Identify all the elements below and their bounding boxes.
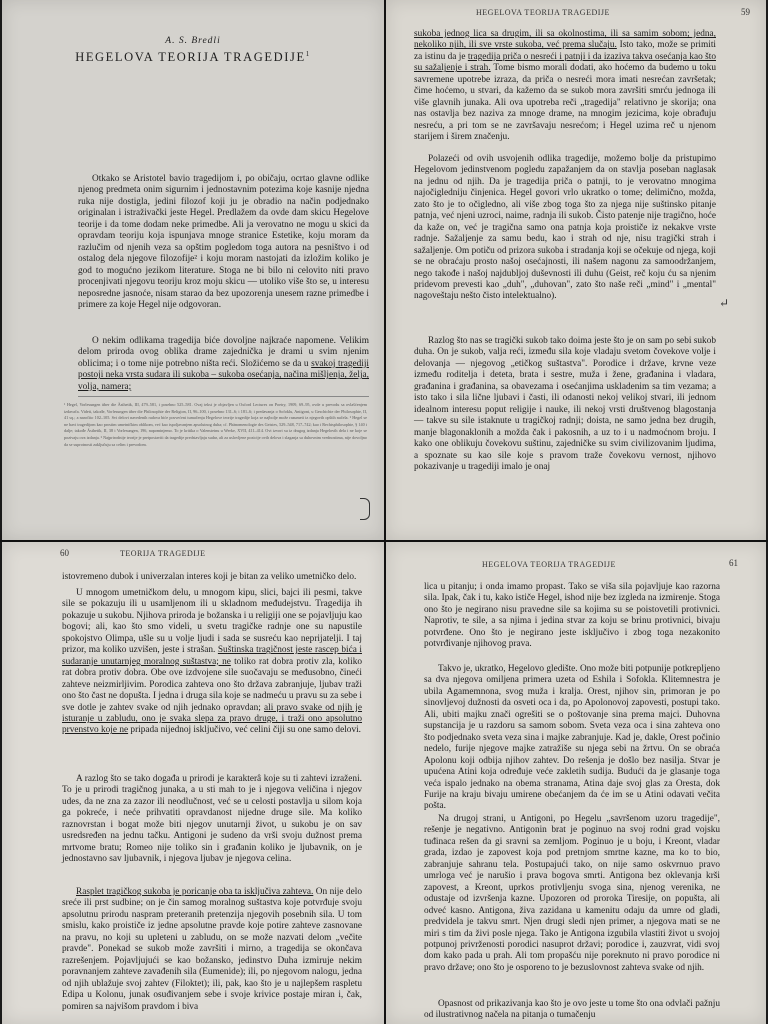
page-number: 59 xyxy=(741,7,750,17)
page-number: 60 xyxy=(60,548,69,558)
paragraph: Razlog što nas se tragički sukob tako doima jeste što je on sam po sebi sukob duha. On je sukob, valja reći, između sila koje vladaju svetom čovekove volje i delovanja — njegovog „etičkog suštastva". Porodice i države, krvne veze između roditelja i deteta, brata i sestre, muža i žene, građanina i vladara, građanina i građanina, sa obavezama i osećanjima uskladenim sa tim vezama; a isto tako i sila lične ljubavi i časti, ili odanosti nekoj velikoj stvari, ili jednom idealnom interesu poput religije i nauke, ili nekoj vrsti društvenog blagostanja — takve su sile istaknute u tragičkoj radnji; doista, ne samo jedna bez drugih, manje blagonaklonih a možda čak i pakosnih, a uz to i u nadmoćnom broju. I kako one oblikuju čovekovu suštinu, zajedničke su svim civilizovanim ljudima, a spoznate su kao sile koje s pravom traže čovekovu vernost, njihovo pokazivanje u tragediji imalo je onaj xyxy=(414,336,716,472)
chapter-title xyxy=(2,50,384,65)
paragraph: A razlog što se tako događa u prirodi je karakterâ koje su ti zahtevi izraženi. To je u prirodi tragičnog junaka, a u sti mah to je i njegova veličina i njegov udes, da ne zna za zazor ili neodlučnost, već se u celosti postavlja u silom koja ga pokreće, i neće prihvatiti opravdanost nijedne druge sile. Ma koliko raznovrstan i bogat može biti njegov unutarnji život, u sukobu je on sav usredsređen na jednu tačku. Antigoni je sudeno da vrši svoju dužnost prema mrtvome bratu; Romeo nije toliko sin i građanin koliko je ljubavnik, on je jednostavno sav ljubavnik, i njegova ljubav je njegova celina. xyxy=(62,774,362,865)
page-number: 61 xyxy=(729,558,738,568)
bracket-annotation xyxy=(360,498,370,520)
chapter-title-text: HEGELOVA TEORIJA TRAGEDIJE xyxy=(75,50,306,65)
footnote-rule xyxy=(78,396,369,397)
spread-separator xyxy=(0,540,768,542)
footnotes: ¹ Hegel, Vorlesungen über die Ästhetik, III, 479–581, i posebno 525–581. Ovaj tekst je objavljen u Oxford Lectures on Poetry, 1909, 69–95, ovde u prevodu sa ovlašćenjem izdavača. Videti, takođe, Vorlesungen über die Philosophie der Religion, II, 96–100, i posebno 131–6; i 181–6; i predavanja o Sofoklu, Antigoni, u Geschichte der Philosophie, II, 41 sq.; a naročito 102–105. Svi delovi navedenih radova biće posvećeni tumačenju Hegelove teorije tragedije koja se najbolje može razumeti iz njegovih opštih načela. ² Hegel se ne bavi tragedijom kao prostim umetničkim oblikom, već kao ispoljavanjem apsolutnog duha; cf. Phänomenologie des Geistes, 529–548, 717–742; kao i Rechtsphilosophie, § 140 i dalje; takođe Ästhetik, II, 38 i Vorlesungen, 196, napominjemo. To je kritika o Valensteinu u Werke, XVII, 411–414. Ovi izvori su iz drugog izdanja Hegelovih dela i ne koje se pozivaju ova izdanja. ³ Najprirodnije teorije je pretpostaviti da tragedije predstavljaju sudar, ali za uslovljene pozicije ovih delova i slaganja sa duhovnim vrednostima, nije dovoljno da se suprotnosti zaključuju sa celim i prevodom. xyxy=(64,402,367,447)
paragraph: lica u pitanju; i onda imamo propast. Tako se viša sila pojavljuje kao razorna sila. Ipak, čak i tu, kako ističe Hegel, ishod nije bez izgleda na izmirenje. Stoga ono što je negirano nisu pravedne sile sa kojima su se poistovetili protivnici. Naprotiv, te sile, a sa njima i jedina stvar za koju se brinu protivnici, bivaju potvrđene. Ono što je negirano jeste isključivo i zbog toga nezakonito potvrđivanje njihovog prava. xyxy=(424,582,720,650)
paragraph-text: pripada nijednoj isključivo, već celini čiji su one samo delovi. xyxy=(128,725,361,736)
page-57 xyxy=(2,0,384,540)
running-head: HEGELOVA TEORIJA TRAGEDIJE xyxy=(476,8,610,17)
paragraph-text: O nekim odlikama tragedija biće dovoljne najkraće napomene. Velikim delom priroda ovog oblika drame zajednička je drami u svim njenim oblicima; i o tome nije potrebno ništa reći. Složićemo se da u xyxy=(78,336,369,369)
paragraph xyxy=(78,336,369,393)
paragraph xyxy=(62,887,362,1013)
paragraph: Na drugoj strani, u Antigoni, po Hegelu „savršenom uzoru tragedije", rešenje je negativno. Antigonin brat je poginuo na svoj rodni grad vojsku tuđinaca rešen da gi sravni sa zemljom. Poginuo je u boju, i Kreont, vladar grada, izdao je zapovest koja pod pretnjom smrtne kazne, ma ko to bio, zabranjuje sahranu tela. Postupajući tako, on nije samo oskvrnuo pravo umrloga već je narušio i prava bogova smrti. Antigona bez oklevanja krši zapovest, a Kreont, uprkos protivljenju svoga sina, njenog verenika, ne odustaje od izvršenja kazne. Upozoren od proroka Tiresije, on popušta, ali odveć kasno. Antigona, živa zazidana u kamenitu odaju da umre od gladi, predvidela je takvu smrt. Njen drugi sledi njen primer, a njegova mati se ne miri s tim da živi posle njega. Tako je Antigona izgubila vlastiti život u svojoj potpunoj privrženosti porodici nasuprot državi; porodice i, zauzvrat, vidi svoj dom kako pada u prah. Ali tom propašću nije poreknuto ni pravo porodice ni pravo države; ono što je osporeno to je bezuslovnost zahteva svake od njih. xyxy=(424,814,720,973)
underlined-passage: sukoba jednog lica sa drugim, ili sa okolnostima, ili sa samim sobom; jedna, nekoliko njih, ili sve vrste sukoba, već prema slučaju. xyxy=(414,29,716,51)
underlined-passage: ali pravo svake od njih je isturanje u zabludu, ono je svaka slepa za pravo druge, i traži ono apsolutno prvenstvo koje ne xyxy=(62,702,363,736)
running-head: TEORIJA TRAGEDIJE xyxy=(120,549,206,558)
title-footnote-marker: 1 xyxy=(305,50,311,58)
author-name: A. S. Bredli xyxy=(165,36,221,46)
paragraph: Polazeći od ovih usvojenih odlika tragedije, možemo bolje da pristupimo Hegelovom jedinstvenom pogledu zapažanjem da on stavlja poseban naglasak na jednu od njih. Da je tragedija priča o patnji, to je verovatno mnogima najočigledniju činjenica. Hegel govori vrlo ukratko o tome; delimično, možda, zato što je to očigledno, ali više zbog toga što za njega nije suštinsko pitanje patnja, već njeni uzroci, naime, radnja ili sukob. Čisto patenje nije tragično, hoće da kaže on, već je tragična samo ona patnja koja proističe iz nekakve vrste radnje. Sažaljenje za samu bedu, kao i strah od nje, nisu tragički strah i sažaljenje. Om potiču od prizora sukoba i stradanja koji se očekuje od njega, koji se ne obraćaju prosto našoj osećajnosti, ili našem nagonu za samoodržanjem, nego takođe i našoj najdubljoj duševnosti ili duhu (Geist, reč koju ću sa njenim pridevom prevesti kao „duh", „duhovan", zato što naše reči „mind" i „mental" nagoveštaju nešto čisto intelektualno). xyxy=(414,154,716,302)
running-head: HEGELOVA TEORIJA TRAGEDIJE xyxy=(482,560,616,569)
paragraph: Takvo je, ukratko, Hegelovo gledište. Ono može biti potpunije potkrepljeno sa dva njegova omiljena primera uzeta od Eshila i Sofokla. Klitemnestra je ubila Agamemnona, svog muža i kralja. Orest, njihov sin, primoran je po sinovljevoj dužnosti da osveti oca i da, po Apolonovoj zapovesti, postupi tako. Ali, ubiti majku znači ogrešiti se o poštovanje sina prema majci. Duhovna supstancija je u razdoru sa samom sobom. Sveta veza oca i sina zahteva ono što podjednako sveta veza sina i majke zabranjuje. Kad je, dakle, Orest počinio nedelo, furije njegove majke zatražiše su njega sebi na žrtvu. On se obraća Apolonu koji odbija njihov zahtev. Do rešenja je došlo bez nasilja. Stvar je upućena Atini koja određuje veće zakletih sudija. Budući da je glasanje toga veća ispalo jednako na obema stranama, Atina daje svoj glas za Oresta, dok Furije na kraju bivaju umirene obećanjem da će im se u Atini odavati večita pošta. xyxy=(424,664,720,812)
page-60 xyxy=(2,542,384,1024)
paragraph-text: toliko rat dobra protiv zla, koliko rat dobra protiv dobra. Obe ove izdvojene sile suočavaju se međusobno, čineći zahteve neizmirljivim. Porodica zahteva ono što država zabranjuje, ljubav traži ono što čast ne dopušta. I jedna i druga sila koje se nadmeću u pravu su za sebe i sve dotle je zahtev svake od njih jednako opravdan; xyxy=(62,656,362,713)
underlined-passage: Rasplet tragičkog sukoba je poricanje oba ta isključiva zahteva. xyxy=(76,887,314,897)
paragraph-text: Tome bismo morali dodati, ako hoćemo da budemo u toku savremene upotrebe izraza, da priča o nesreći mora imati nesrećan završetak; čime hoćemo, u stvari, da kažemo da se sukob mora završiti smrću jednoga ili više glavnih junaka. Ali ova upotreba reči „tragedija" relativno je skorija; ona nas ostavlja bez naziva za mnoge drame, na mnogim jezicima, koje obrađuju nesreću, a pri tom se ne završavaju nesrećom; i Hegel uzima reč u njenom starijem i širem značenju. xyxy=(414,63,716,143)
paragraph-text: Isto tako, može se primiti za istinu da je xyxy=(414,40,716,62)
paragraph-text: On nije delo sreće ili prst sudbine; on je čin samog moralnog suštastva koje potvrđuje svoju apsolutnu prirodu naspram preteranih pretenzija njegovih posebnih sila. U tom smislu, kako proističe iz jedne apsolutne pravde koje potire zahteve zasnovane na pravu, no koji su upleteni u zabludu, on se može nazvati delom „večite pravde". Ponekad se sukob može završiti i mirno, a tragedija se okončava razrešenjem. Pojavljujući se kao božansko, jedinstvo Duha izmiruje nekim poravnanjem zahteve zavađenih sila (Eumenide); ili, po njegovom nalogu, jedna od njih ublažuje svoj zahtev (Filoktet); ili, pak, kao što je u najlepšem raspletu Edipa u Kolonu, junak osuđivanjem sebe i svoje krivice postaje miran i, čak, pomiren sa najvišom pravdom i biva xyxy=(62,887,362,1012)
paragraph xyxy=(62,588,362,737)
page-61 xyxy=(386,542,766,1024)
paragraph xyxy=(414,29,716,144)
paragraph: istovremeno dubok i univerzalan interes koji je bitan za veliko umetničko delo. xyxy=(62,572,357,582)
paragraph: Opasnost od prikazivanja kao što je ovo jeste u tome što ona odvlači pažnju od ilustrativnog načela na pitanja o tumačenju xyxy=(424,999,720,1021)
underlined-passage: tragedija priča o nesreći i patnji i da izaziva takva osećanja kao što su sažaljenje i strah. xyxy=(414,51,716,74)
paragraph-text: U mnogom umetničkom delu, u mnogom kipu, slici, bajci ili pesmi, takve sile se pokazuju ili u usamljenom ili u skladnom međudejstvu. Tragedija ih pokazuje u sukobu. Njihova priroda je božanska i u religiji one se pojavljuju kao bogovi; ali, kao što smo videli, u svetu tragičke radnje one su napustile spokojstvo Olimpa, ušle su u volje ljudi i sada se susreću kao neprijatelji. I taj prizor, ma koliko uzvišen, jeste i strašan. xyxy=(62,588,363,656)
margin-mark: ↵ xyxy=(719,296,730,310)
underlined-passage: Suštinska tragičnost jeste rascep bića i sudaranje unutarnjeg moralnog suštastva; ne xyxy=(62,645,362,667)
page-59 xyxy=(386,0,766,540)
paragraph: Otkako se Aristotel bavio tragedijom i, po običaju, ocrtao glavne odlike njenog predmeta onim sigurnim i jednostavnim potezima koje kasnije njedna ruka nije dostigla, jedini filozof koji ju je obradio na način podjednako originalan i istraživački jeste Hegel. Predlažem da ovde dam skicu Hegelove teorije i da tome dodam neke primedbe. Ali ja verovatno ne mogu u skici da opravdam teoriju koja ispunjava mnoge stranice Estetike, koju moram da razlučim od njenih veza sa opštim pogledom toga autora na pesništvo i od ostalog dela njegove filozofije² i koju moram nastojati da izložim koliko je god to mogućno jezikom literature. Stoga ne bi bilo ni celovito niti pravo procenjivati njegovu teoriju kroz moju skicu — utoliko više što se, u interesu neposredne jasnoće, nisam starao da bez upozorenja unesem razne primedbe i primere za koje Hegel nije odgovoran. xyxy=(78,174,369,310)
page-gutter xyxy=(384,0,386,1024)
underlined-passage: svakoj tragediji postoji neka vrsta sudara ili sukoba – sukoba osećanja, načina mišljenja, želja, volja, namera; xyxy=(78,358,369,392)
